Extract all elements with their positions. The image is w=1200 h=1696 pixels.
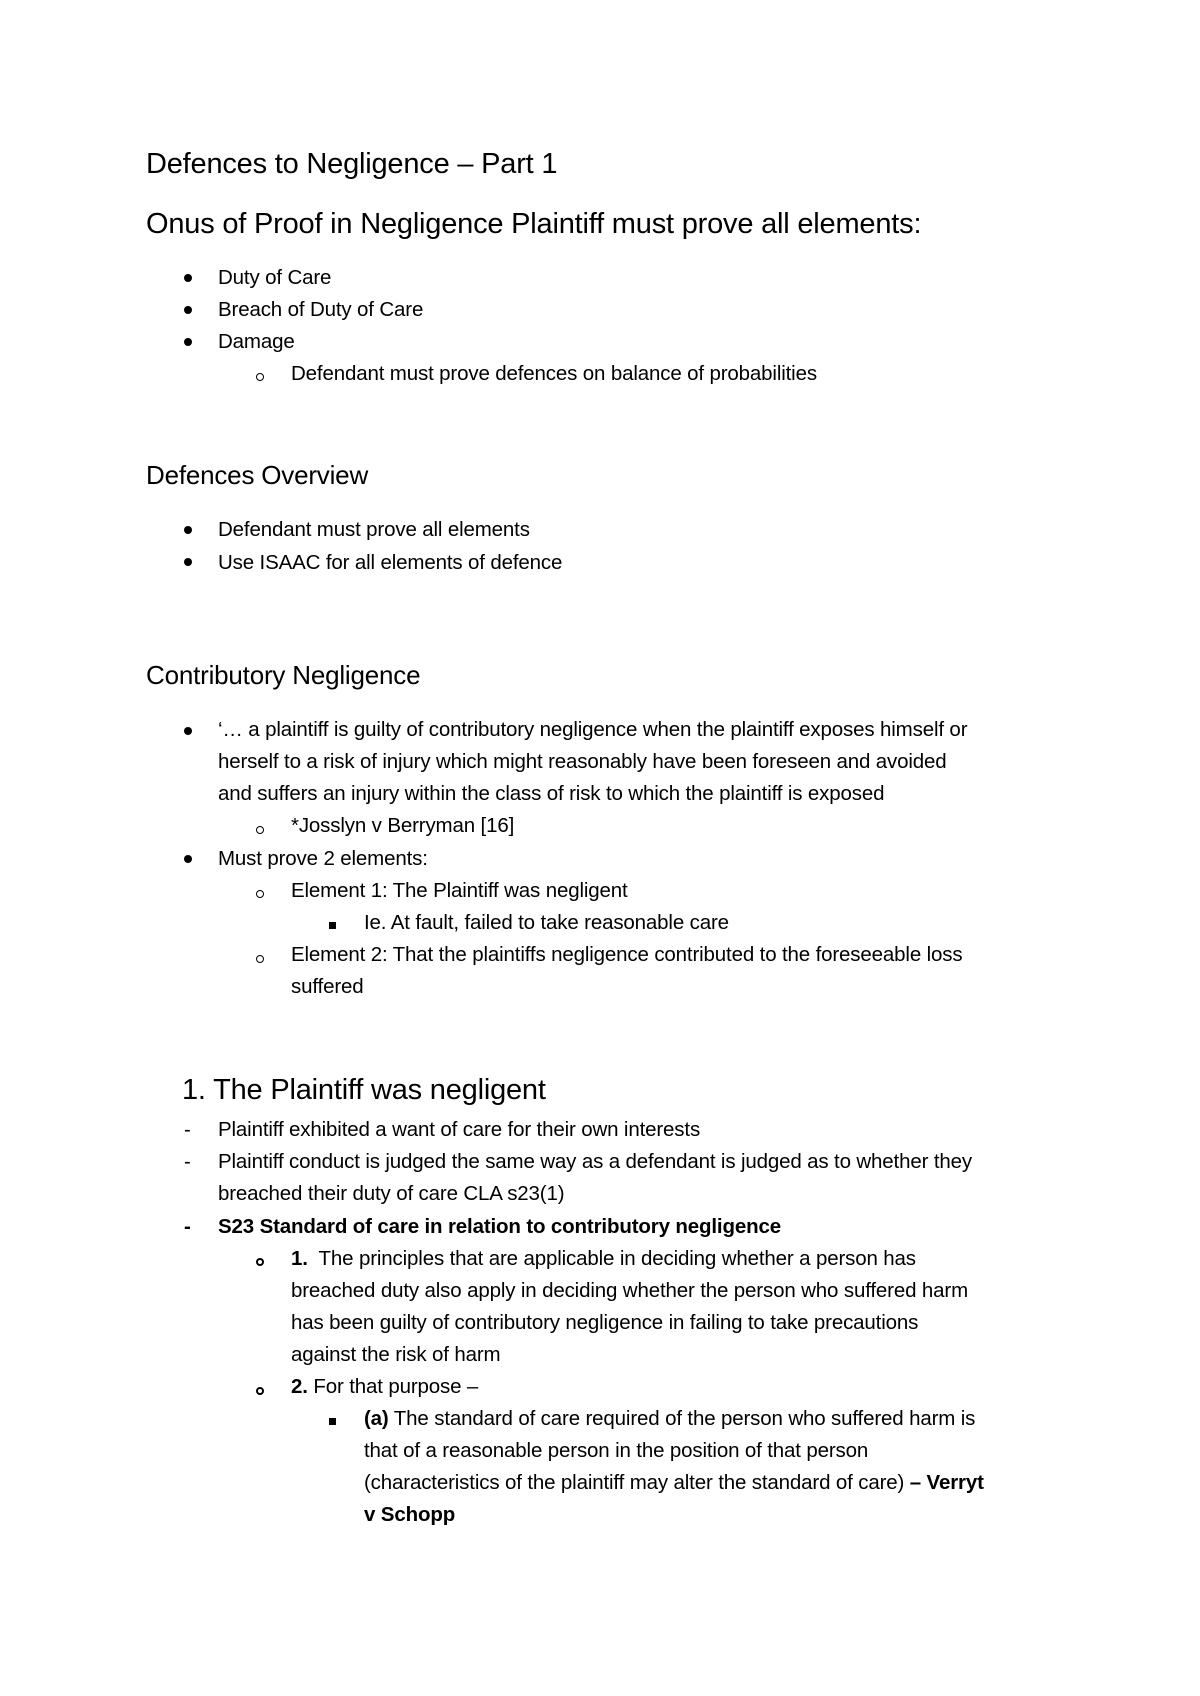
bullet-icon <box>184 855 192 863</box>
quote-line: herself to a risk of injury which might reasonably have been foreseen and avoided <box>218 750 947 773</box>
s23-2a-line: that of a reasonable person in the position of that person <box>364 1439 869 1462</box>
bullet-icon <box>184 558 192 566</box>
s23-1-line <box>291 1247 916 1271</box>
section-heading: 1. The Plaintiff was negligent <box>182 1074 546 1106</box>
circle-bullet-icon <box>256 955 264 963</box>
list-item: Damage <box>218 330 295 353</box>
list-item: Plaintiff exhibited a want of care for their own interests <box>218 1118 701 1141</box>
list-item: Must prove 2 elements: <box>218 847 428 870</box>
square-bullet-icon <box>329 1418 336 1425</box>
s23-1-number: 1. <box>291 1247 308 1270</box>
list-subsubitem: Ie. At fault, failed to take reasonable care <box>364 911 729 934</box>
list-subitem: Defendant must prove defences on balance of probabilities <box>291 362 817 385</box>
s23-heading: S23 Standard of care in relation to contributory negligence <box>218 1215 781 1238</box>
quote-line: ‘… a plaintiff is guilty of contributory negligence when the plaintiff exposes himself or <box>218 718 968 741</box>
circle-bullet-icon <box>256 826 264 834</box>
dash-bullet-icon: - <box>184 1215 191 1238</box>
case-citation: *Josslyn v Berryman [16] <box>291 814 515 837</box>
list-subitem: suffered <box>291 975 364 998</box>
bullet-icon <box>184 338 192 346</box>
bullet-icon <box>184 526 192 534</box>
page-title: Defences to Negligence – Part 1 <box>146 148 558 180</box>
s23-2a-text: The standard of care required of the person who suffered harm is <box>393 1407 976 1430</box>
list-subitem: Element 1: The Plaintiff was negligent <box>291 879 628 902</box>
bullet-icon <box>184 274 192 282</box>
s23-1-text: The principles that are applicable in deciding whether a person has <box>318 1247 916 1270</box>
case-reference: – Verryt <box>909 1471 984 1494</box>
circle-bullet-icon <box>256 1258 264 1266</box>
bullet-icon <box>184 727 192 735</box>
overview-heading: Defences Overview <box>146 460 369 490</box>
bullet-icon <box>184 306 192 314</box>
circle-bullet-icon <box>256 1387 264 1395</box>
s23-1-line: breached duty also apply in deciding whether the person who suffered harm <box>291 1279 968 1302</box>
dash-bullet-icon: - <box>184 1150 191 1173</box>
s23-2-line <box>291 1375 478 1399</box>
s23-1-line: has been guilty of contributory negligence in failing to take precautions <box>291 1311 919 1334</box>
dash-bullet-icon: - <box>184 1118 191 1141</box>
case-reference: v Schopp <box>364 1503 456 1526</box>
square-bullet-icon <box>329 922 336 929</box>
list-item: Use ISAAC for all elements of defence <box>218 551 563 574</box>
s23-1-line: against the risk of harm <box>291 1343 501 1366</box>
list-item: Breach of Duty of Care <box>218 298 424 321</box>
circle-bullet-icon <box>256 373 264 381</box>
s23-2a-number: (a) <box>364 1407 389 1430</box>
s23-2a-line <box>364 1407 975 1431</box>
quote-line: and suffers an injury within the class of risk to which the plaintiff is exposed <box>218 782 885 805</box>
s23-2a-line <box>364 1471 984 1495</box>
list-item: Defendant must prove all elements <box>218 518 530 541</box>
onus-heading: Onus of Proof in Negligence Plaintiff must prove all elements: <box>146 208 922 240</box>
list-item: breached their duty of care CLA s23(1) <box>218 1182 565 1205</box>
contributory-negligence-heading: Contributory Negligence <box>146 660 421 690</box>
s23-2-text: For that purpose – <box>313 1375 479 1398</box>
s23-2a-text: (characteristics of the plaintiff may alter the standard of care) <box>364 1471 905 1494</box>
list-item: Plaintiff conduct is judged the same way as a defendant is judged as to whether they <box>218 1150 972 1173</box>
list-item: Duty of Care <box>218 266 332 289</box>
s23-2-number: 2. <box>291 1375 308 1398</box>
circle-bullet-icon <box>256 890 264 898</box>
list-subitem: Element 2: That the plaintiffs negligence contributed to the foreseeable loss <box>291 943 963 966</box>
